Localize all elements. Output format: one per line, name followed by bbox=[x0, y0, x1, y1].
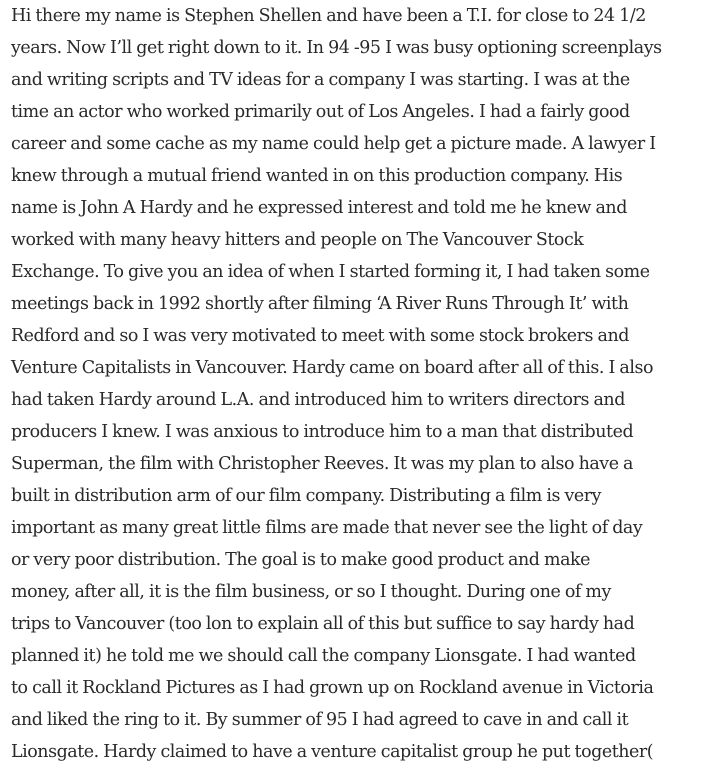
paragraph-line: career and some cache as my name could help get a picture made. A lawyer I bbox=[11, 134, 656, 154]
paragraph-line: Venture Capitalists in Vancouver. Hardy came on board after all of this. I also bbox=[11, 358, 654, 378]
article-paragraph bbox=[11, 0, 701, 768]
paragraph-line: to call it Rockland Pictures as I had grown up on Rockland avenue in Victoria bbox=[11, 678, 654, 698]
paragraph-line: money, after all, it is the film business, or so I thought. During one of my bbox=[11, 582, 611, 602]
paragraph-line: built in distribution arm of our film company. Distributing a film is very bbox=[11, 486, 601, 506]
paragraph-line: and liked the ring to it. By summer of 95 I had agreed to cave in and call it bbox=[11, 710, 629, 730]
paragraph-line: Exchange. To give you an idea of when I started forming it, I had taken some bbox=[11, 262, 650, 282]
paragraph-line: producers I knew. I was anxious to introduce him to a man that distributed bbox=[11, 422, 634, 442]
paragraph-line: planned it) he told me we should call the company Lionsgate. I had wanted bbox=[11, 646, 636, 666]
paragraph-line: name is John A Hardy and he expressed interest and told me he knew and bbox=[11, 198, 627, 218]
paragraph-line: worked with many heavy hitters and people on The Vancouver Stock bbox=[11, 230, 584, 250]
paragraph-line: Redford and so I was very motivated to meet with some stock brokers and bbox=[11, 326, 629, 346]
paragraph-line: years. Now I’ll get right down to it. In 94 -95 I was busy optioning screenplays bbox=[11, 38, 662, 58]
paragraph-line: trips to Vancouver (too lon to explain all of this but suffice to say hardy had bbox=[11, 614, 635, 634]
paragraph-line: Hi there my name is Stephen Shellen and have been a T.I. for close to 24 1/2 bbox=[11, 6, 646, 26]
paragraph-line: and writing scripts and TV ideas for a company I was starting. I was at the bbox=[11, 70, 630, 90]
paragraph-line: Lionsgate. Hardy claimed to have a venture capitalist group he put together( bbox=[11, 742, 654, 762]
paragraph-line: Superman, the film with Christopher Reeves. It was my plan to also have a bbox=[11, 454, 634, 474]
paragraph-line: knew through a mutual friend wanted in on this production company. His bbox=[11, 166, 623, 186]
paragraph-line: time an actor who worked primarily out of Los Angeles. I had a fairly good bbox=[11, 102, 630, 122]
paragraph-line: had taken Hardy around L.A. and introduced him to writers directors and bbox=[11, 390, 625, 410]
paragraph-line: meetings back in 1992 shortly after filming ‘A River Runs Through It’ with bbox=[11, 294, 629, 314]
paragraph-line: or very poor distribution. The goal is to make good product and make bbox=[11, 550, 591, 570]
paragraph-line: important as many great little films are made that never see the light of day bbox=[11, 518, 643, 538]
